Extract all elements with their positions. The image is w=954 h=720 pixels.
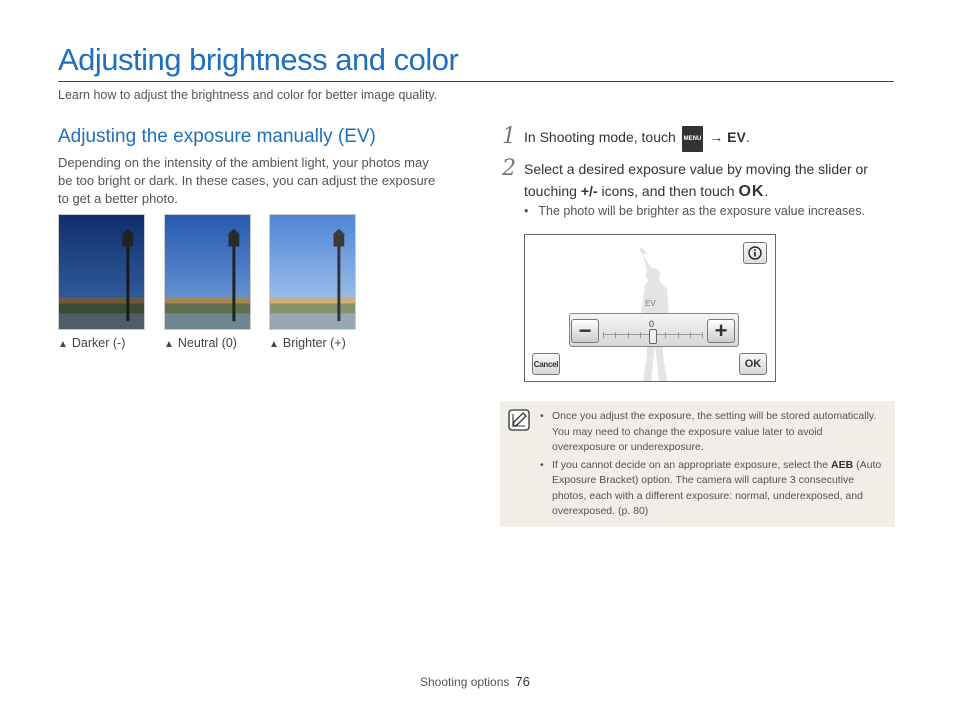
info-icon <box>748 246 762 260</box>
step-bullet: • The photo will be brighter as the exposure value increases. <box>524 204 865 218</box>
ok-glyph: OK <box>738 183 765 200</box>
increase-ev-button[interactable]: + <box>707 319 735 343</box>
note-item: • Once you adjust the exposure, the setting will be stored automatically. You may need to change the exposure value later to avoid overexposure or underexposure. <box>540 409 888 456</box>
note-item: • If you cannot decide on an appropriate exposure, select the AEB (Auto Exposure Bracket) option. The camera will capture 3 consecutive photos, each with a different exposure: normal, underexposed, and overexposed. (p. 80) <box>540 458 888 520</box>
ev-slider-thumb[interactable] <box>649 329 657 344</box>
camera-screen <box>524 234 776 382</box>
decrease-ev-button[interactable]: − <box>571 319 599 343</box>
photo-brighter <box>269 214 356 330</box>
triangle-marker-icon: ▲ <box>269 339 279 350</box>
note-box <box>500 401 895 527</box>
note-list <box>540 409 888 522</box>
caption-brighter: ▲ Brighter (+) <box>269 336 346 350</box>
intro-text: Learn how to adjust the brightness and color for better image quality. <box>58 88 438 102</box>
title-rule <box>58 81 894 82</box>
note-pencil-icon <box>508 409 530 431</box>
info-button[interactable] <box>743 242 767 264</box>
triangle-marker-icon: ▲ <box>164 339 174 350</box>
caption-darker: ▲ Darker (-) <box>58 336 126 350</box>
section-description: Depending on the intensity of the ambient light, your photos may be too bright or dark. In these cases, you can adjust the exposure to get a better photo. <box>58 155 436 206</box>
ok-button[interactable]: OK <box>739 353 767 375</box>
page-number: 76 <box>515 674 530 689</box>
menu-icon: MENU <box>682 126 704 152</box>
ev-value: 0 <box>649 319 655 329</box>
photo-neutral <box>164 214 251 330</box>
step-2-text: Select a desired exposure value by moving the slider or touching +/- icons, and then touch OK. <box>524 161 868 200</box>
caption-neutral: ▲ Neutral (0) <box>164 336 237 350</box>
page-title: Adjusting brightness and color <box>58 42 459 77</box>
section-title: Adjusting the exposure manually (EV) <box>58 126 376 147</box>
photo-darker <box>58 214 145 330</box>
triangle-marker-icon: ▲ <box>58 339 68 350</box>
footer-section: Shooting options <box>420 675 510 689</box>
cancel-button[interactable]: Cancel <box>532 353 560 375</box>
page-footer <box>420 674 530 689</box>
step-2-number: 2 <box>502 156 516 181</box>
arrow-icon: → <box>709 129 724 145</box>
step-1-number: 1 <box>502 124 516 149</box>
ev-label: EV <box>645 299 656 308</box>
step-1-text: In Shooting mode, touch MENU → EV. <box>524 126 894 152</box>
